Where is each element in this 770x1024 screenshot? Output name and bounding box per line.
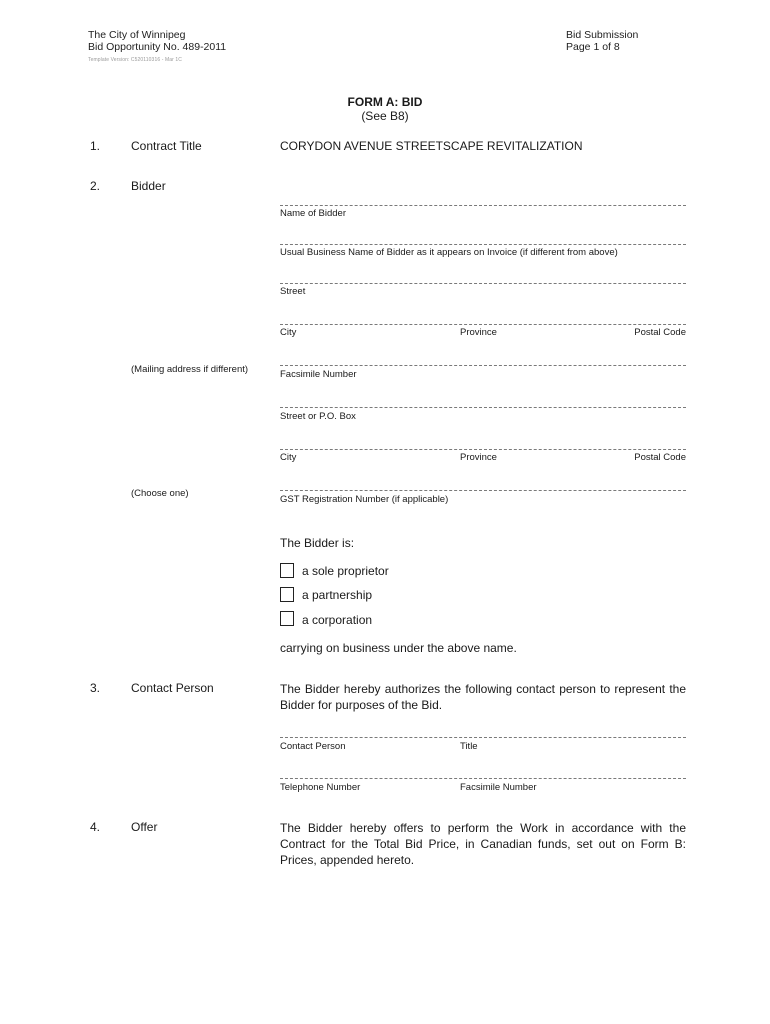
- gst-number-field[interactable]: [280, 490, 686, 491]
- offer-text: The Bidder hereby offers to perform the Work in accordance with the Contract for the Total Bid Price, in Canadian funds, set out on Form B: Prices, appended hereto.: [280, 821, 686, 867]
- facsimile-label: Facsimile Number: [280, 369, 357, 380]
- usual-business-name-label: Usual Business Name of Bidder as it appears on Invoice (if different from above): [280, 247, 618, 258]
- street-po-box-field[interactable]: [280, 407, 686, 408]
- sole-proprietor-checkbox[interactable]: [280, 563, 294, 578]
- mailing-city-province-postal-field[interactable]: [280, 449, 686, 450]
- partnership-label: a partnership: [302, 588, 373, 602]
- carrying-on-business-text: carrying on business under the above name.: [280, 641, 517, 655]
- sole-proprietor-label: a sole proprietor: [302, 564, 389, 578]
- telephone-facsimile-field[interactable]: [280, 778, 686, 779]
- section-1-number: 1.: [90, 139, 101, 153]
- contract-title-value: CORYDON AVENUE STREETSCAPE REVITALIZATION: [280, 139, 583, 153]
- header-doc-type: Bid Submission: [566, 29, 639, 41]
- header-page-number: Page 1 of 8: [566, 41, 620, 53]
- section-4-number: 4.: [90, 820, 101, 834]
- city-province-postal-field[interactable]: [280, 324, 686, 325]
- street-label: Street: [280, 286, 306, 297]
- telephone-number-label: Telephone Number: [280, 782, 361, 793]
- contact-person-title-field[interactable]: [280, 737, 686, 738]
- section-2-number: 2.: [90, 179, 101, 193]
- street-field[interactable]: [280, 283, 686, 284]
- section-3-number: 3.: [90, 681, 101, 695]
- mailing-province-label: Province: [460, 452, 497, 463]
- postal-code-label: Postal Code: [634, 327, 686, 338]
- header-template-version: Template Version: C520110316 - Mar 1C: [88, 57, 182, 63]
- name-of-bidder-field[interactable]: [280, 205, 686, 206]
- contact-person-label: Contact Person: [280, 741, 346, 752]
- section-3-label: Contact Person: [131, 681, 214, 695]
- form-title: FORM A: BID: [347, 95, 423, 109]
- choose-one-note: (Choose one): [131, 488, 189, 499]
- city-label: City: [280, 327, 297, 338]
- corporation-label: a corporation: [302, 613, 373, 627]
- header-org: The City of Winnipeg: [88, 29, 186, 41]
- street-po-box-label: Street or P.O. Box: [280, 411, 356, 422]
- contact-authorization-text: The Bidder hereby authorizes the following contact person to represent the Bidder for purposes of the Bid.: [280, 682, 686, 712]
- contact-title-label: Title: [460, 741, 478, 752]
- gst-number-label: GST Registration Number (if applicable): [280, 494, 449, 505]
- header-bid-opportunity: Bid Opportunity No. 489-2011: [88, 41, 227, 53]
- province-label: Province: [460, 327, 497, 338]
- mailing-postal-code-label: Postal Code: [634, 452, 686, 463]
- bidder-is-heading: The Bidder is:: [280, 536, 355, 550]
- partnership-checkbox[interactable]: [280, 587, 294, 602]
- contact-facsimile-label: Facsimile Number: [460, 782, 537, 793]
- corporation-checkbox[interactable]: [280, 611, 294, 626]
- facsimile-field[interactable]: [280, 365, 686, 366]
- usual-business-name-field[interactable]: [280, 244, 686, 245]
- section-4-label: Offer: [131, 820, 158, 834]
- section-1-label: Contract Title: [131, 139, 202, 153]
- section-2-label: Bidder: [131, 179, 166, 193]
- name-of-bidder-label: Name of Bidder: [280, 208, 347, 219]
- form-subtitle: (See B8): [361, 109, 409, 123]
- mailing-city-label: City: [280, 452, 297, 463]
- mailing-address-note: (Mailing address if different): [131, 364, 249, 375]
